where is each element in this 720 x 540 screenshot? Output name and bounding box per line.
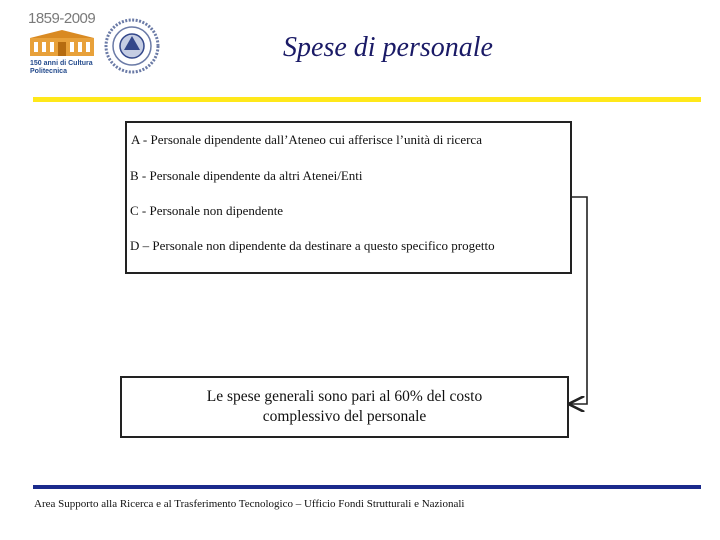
footer-text: Area Supporto alla Ricerca e al Trasferimento Tecnologico – Ufficio Fondi Strutturali e Nazionali	[34, 498, 465, 510]
category-d: D – Personale non dipendente da destinare a questo specifico progetto	[130, 238, 495, 253]
category-a: A - Personale dipendente dall’Ateneo cui afferisce l’unità di ricerca	[131, 132, 482, 147]
result-line-2: complessivo del personale	[262, 408, 427, 425]
logo-years: 1859-2009	[28, 10, 96, 27]
category-b: B - Personale dipendente da altri Atenei/Enti	[130, 168, 363, 183]
general-expenses-box	[120, 376, 569, 438]
logo-caption: 150 anni di Cultura Politecnica	[30, 60, 93, 75]
bottom-divider	[33, 485, 701, 489]
result-line-1: Le spese generali sono pari al 60% del costo	[206, 388, 483, 405]
category-c: C - Personale non dipendente	[130, 203, 284, 218]
page-title: Spese di personale	[283, 32, 493, 63]
